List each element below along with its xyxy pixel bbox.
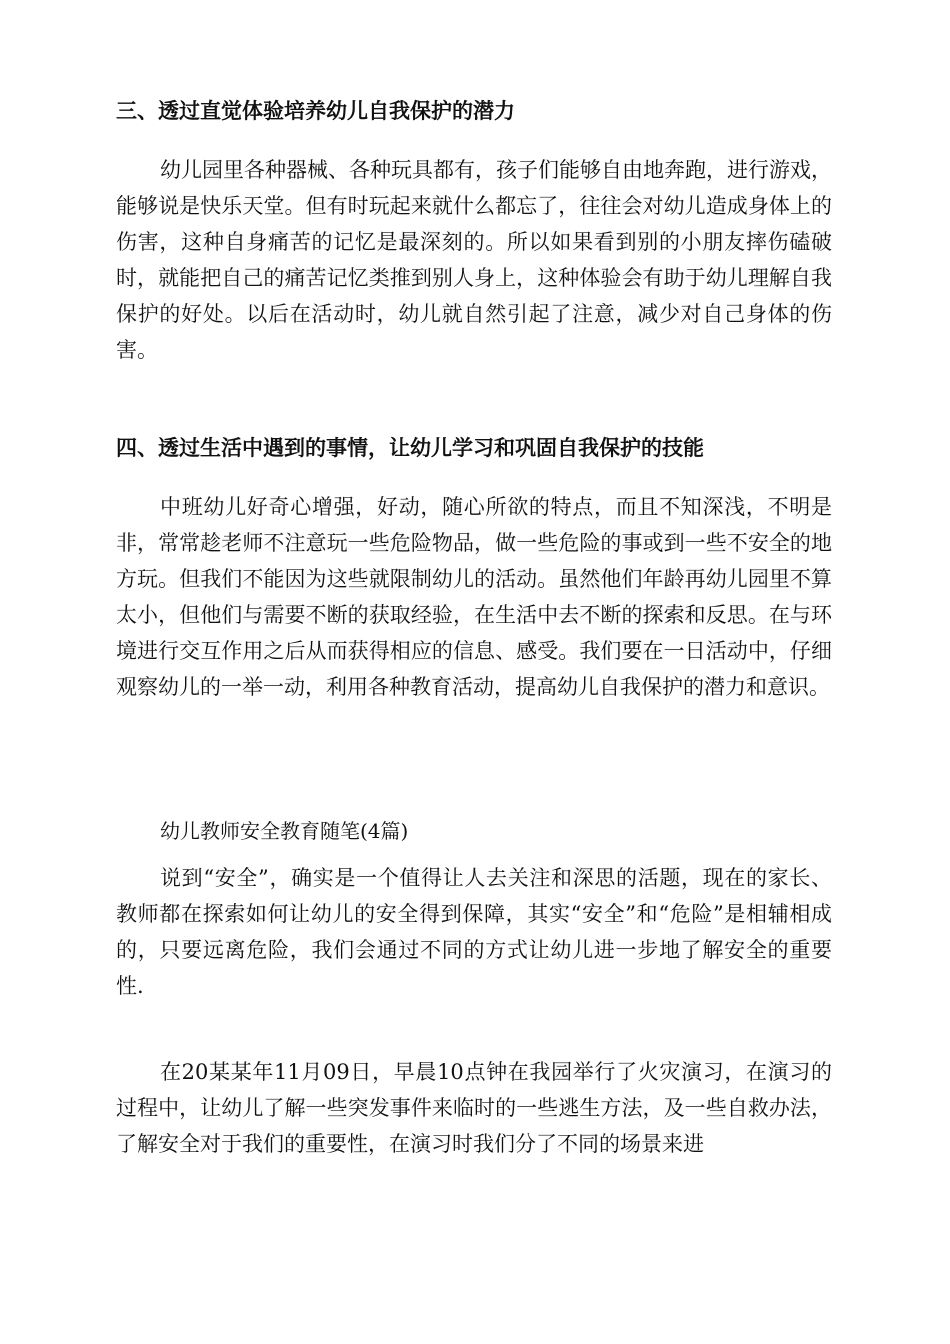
section-heading-3: 三、透过直觉体验培养幼儿自我保护的潜力 — [116, 99, 515, 123]
article-subtitle: 幼儿教师安全教育随笔(4篇) — [160, 819, 409, 843]
paragraph-section-3: 幼儿园里各种器械、各种玩具都有，孩子们能够自由地奔跑，进行游戏，能够说是快乐天堂。但有时玩起来就什么都忘了，往往会对幼儿造成身体上的伤害，这种自身痛苦的记忆是最深刻的。所以如果看到别的小朋友摔伤磕破时，就能把自己的痛苦记忆类推到别人身上，这种体验会有助于幼儿理解自我保护的好处。以后在活动时，幼儿就自然引起了注意，减少对自己身体的伤害。 — [116, 158, 832, 362]
section-heading-4: 四、透过生活中遇到的事情，让幼儿学习和巩固自我保护的技能 — [116, 436, 704, 460]
paragraph-fire-drill: 在20某某年11月09日，早晨10点钟在我园举行了火灾演习，在演习的过程中，让幼儿了解一些突发事件来临时的一些逃生方法，及一些自救办法，了解安全对于我们的重要性，在演习时我们分了不同的场景来进 — [116, 1060, 832, 1156]
paragraph-intro: 说到“安全”，确实是一个值得让人去关注和深思的活题，现在的家长、教师都在探索如何让幼儿的安全得到保障，其实“安全”和“危险”是相辅相成的，只要远离危险，我们会通过不同的方式让幼儿进一步地了解安全的重要性. — [116, 866, 832, 998]
paragraph-section-4: 中班幼儿好奇心增强，好动，随心所欲的特点，而且不知深浅，不明是非，常常趁老师不注意玩一些危险物品，做一些危险的事或到一些不安全的地方玩。但我们不能因为这些就限制幼儿的活动。虽然他们年龄再幼儿园里不算太小，但他们与需要不断的获取经验，在生活中去不断的探索和反思。在与环境进行交互作用之后从而获得相应的信息、感受。我们要在一日活动中，仔细观察幼儿的一举一动，利用各种教育活动，提高幼儿自我保护的潜力和意识。 — [116, 495, 832, 699]
